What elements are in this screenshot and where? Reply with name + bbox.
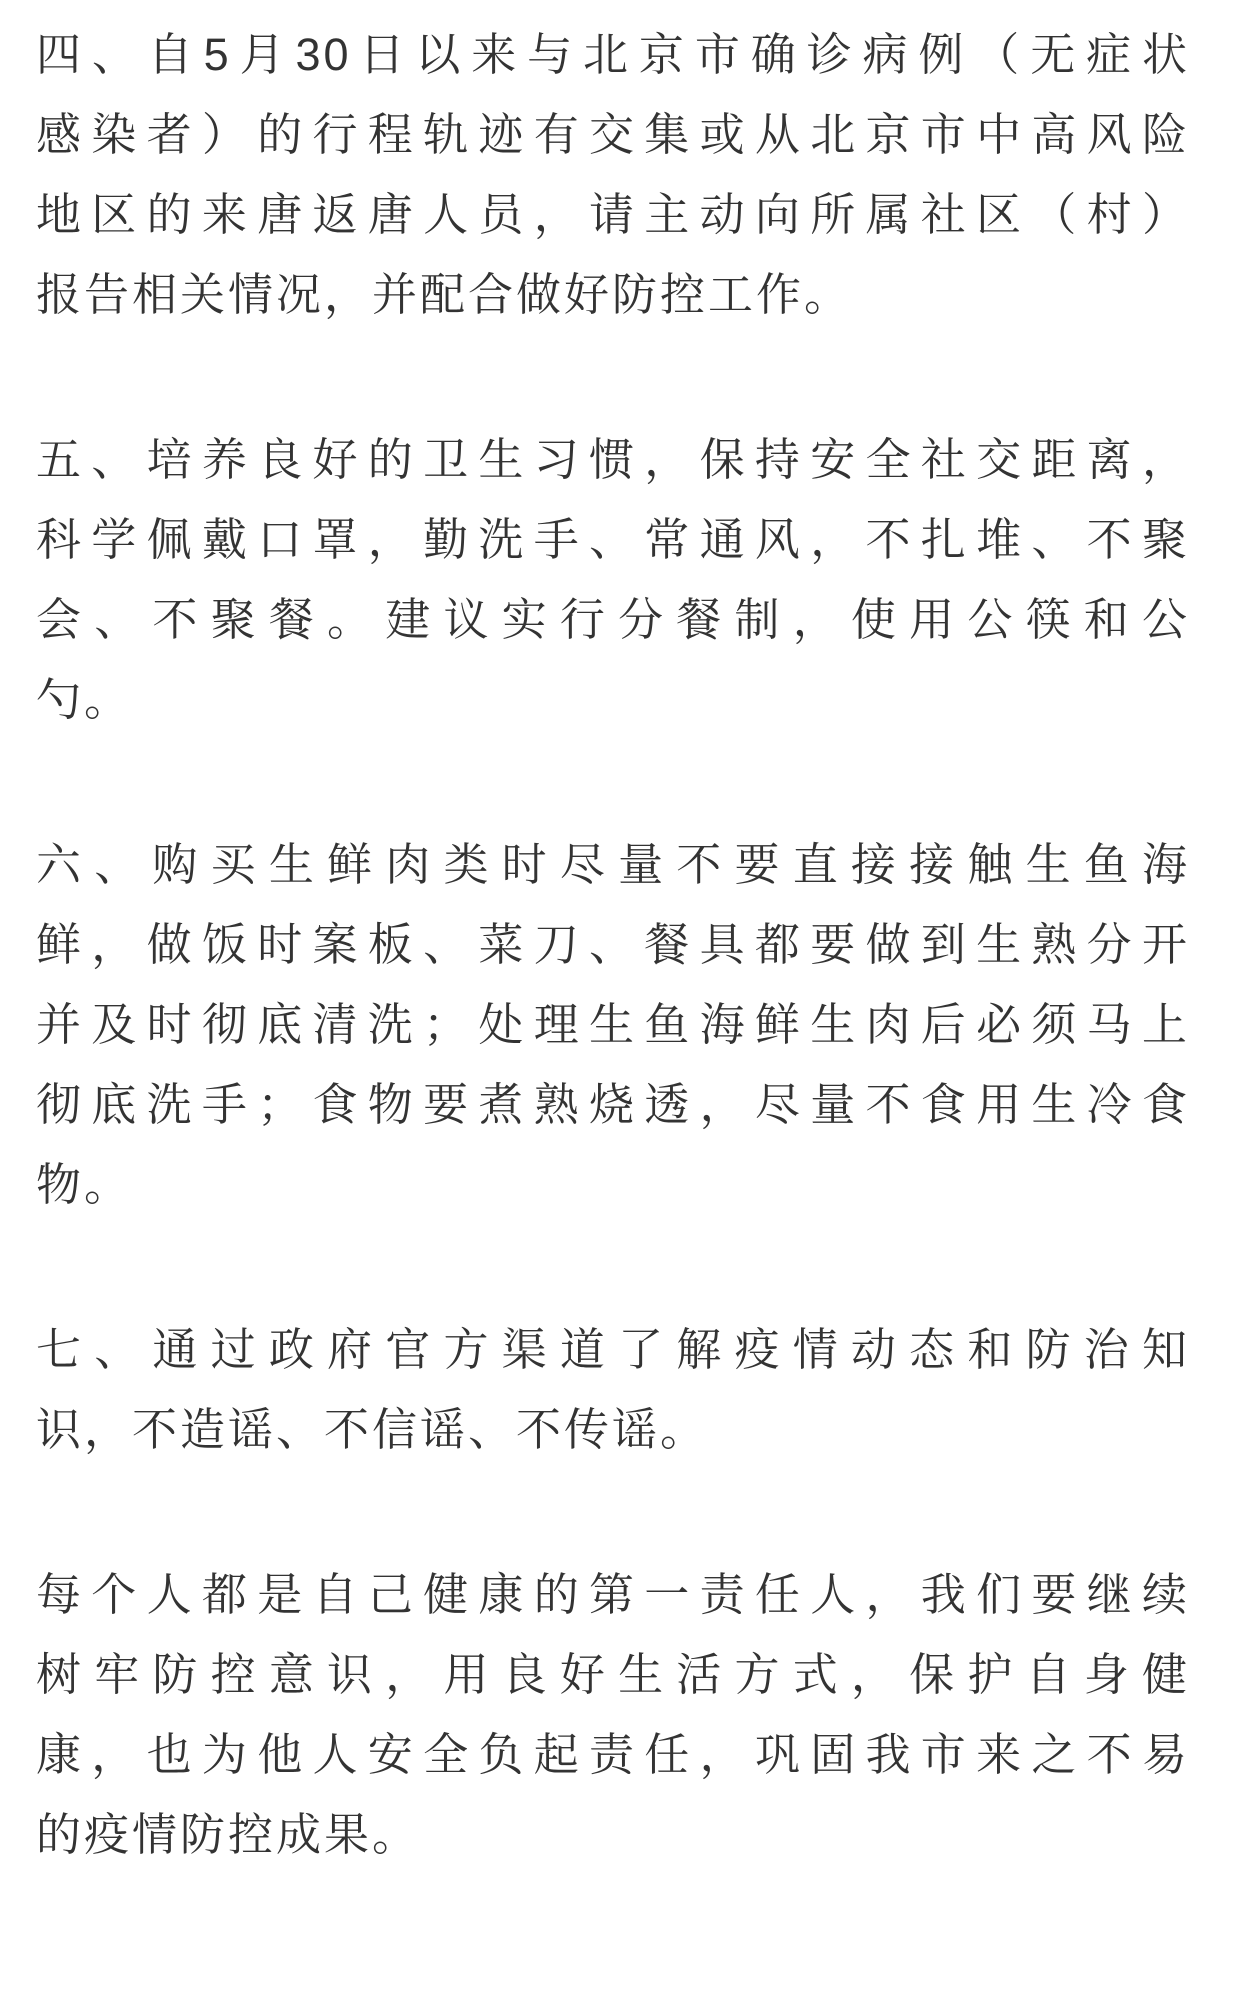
text-line: 七、通过政府官方渠道了解疫情动态和防治知 xyxy=(36,1324,1190,1375)
paragraph-item-four xyxy=(36,15,1190,335)
text-line: 彻底洗手；食物要煮熟烧透，尽量不食用生冷食 xyxy=(36,1079,1190,1130)
text-line: 四、自5月30日以来与北京市确诊病例（无症状 xyxy=(36,29,1190,80)
text-line: 识，不造谣、不信谣、不传谣。 xyxy=(36,1404,709,1455)
text-line: 鲜，做饭时案板、菜刀、餐具都要做到生熟分开 xyxy=(36,919,1190,970)
paragraph-item-seven xyxy=(36,1310,1190,1470)
text-line: 科学佩戴口罩，勤洗手、常通风，不扎堆、不聚 xyxy=(36,514,1190,565)
text-line: 会、不聚餐。建议实行分餐制，使用公筷和公 xyxy=(36,594,1190,645)
text-line: 勺。 xyxy=(36,674,133,725)
paragraph-closing xyxy=(36,1555,1190,1875)
text-line: 的疫情防控成果。 xyxy=(36,1809,421,1860)
text-line: 报告相关情况，并配合做好防控工作。 xyxy=(36,269,853,320)
text-line: 物。 xyxy=(36,1159,133,1210)
text-line: 地区的来唐返唐人员，请主动向所属社区（村） xyxy=(36,189,1190,240)
text-line: 六、购买生鲜肉类时尽量不要直接接触生鱼海 xyxy=(36,839,1190,890)
paragraph-item-six xyxy=(36,825,1190,1225)
paragraph-item-five xyxy=(36,420,1190,740)
text-line: 树牢防控意识，用良好生活方式，保护自身健 xyxy=(36,1649,1190,1700)
text-line: 并及时彻底清洗；处理生鱼海鲜生肉后必须马上 xyxy=(36,999,1190,1050)
text-line: 康，也为他人安全负起责任，巩固我市来之不易 xyxy=(36,1729,1190,1780)
text-line: 每个人都是自己健康的第一责任人，我们要继续 xyxy=(36,1569,1190,1620)
text-line: 感染者）的行程轨迹有交集或从北京市中高风险 xyxy=(36,109,1190,160)
text-line: 五、培养良好的卫生习惯，保持安全社交距离， xyxy=(36,434,1190,485)
